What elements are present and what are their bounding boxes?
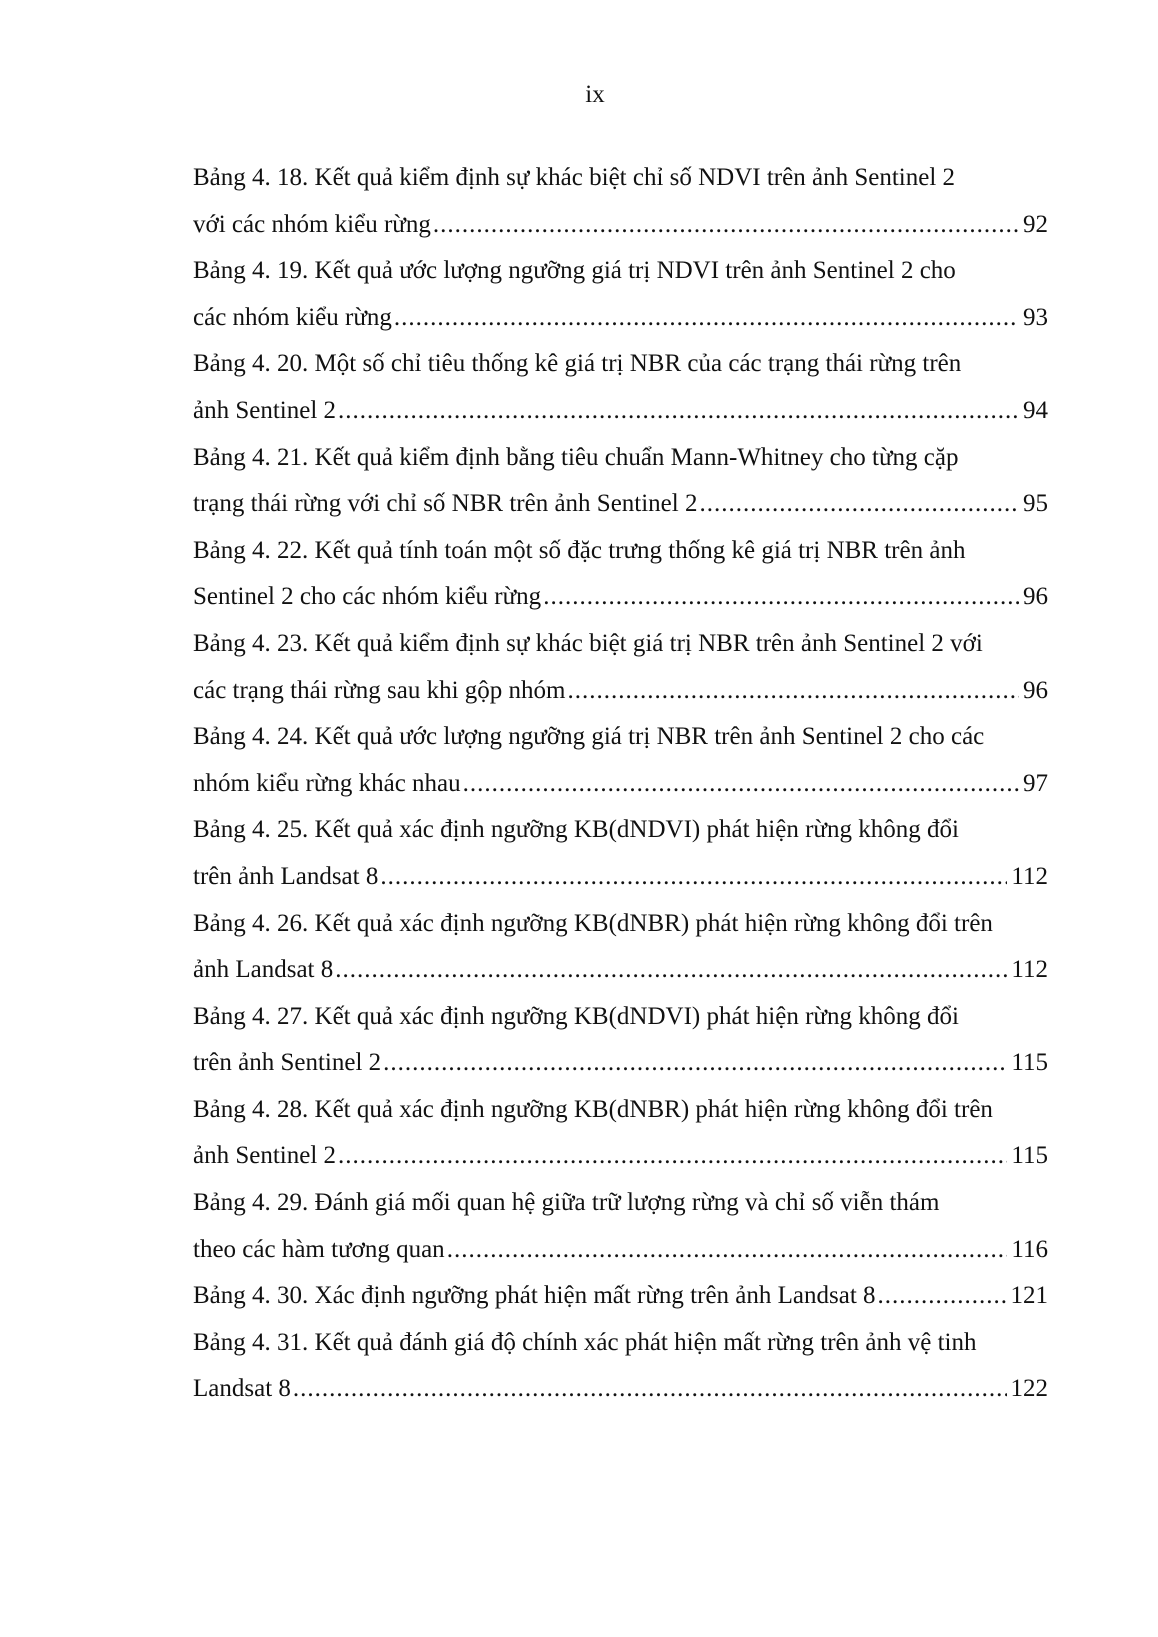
- toc-entry-continuation: các trạng thái rừng sau khi gộp nhóm: [193, 676, 566, 704]
- toc-entry-continuation: Landsat 8: [193, 1375, 291, 1403]
- toc-page-number: 96: [1023, 583, 1048, 611]
- toc-entry-continuation: ảnh Landsat 8: [193, 956, 334, 984]
- toc-page-number: 97: [1023, 769, 1048, 797]
- toc-entry[interactable]: [193, 1087, 1048, 1180]
- toc-entry[interactable]: [193, 1273, 1048, 1320]
- toc-page-number: 94: [1023, 396, 1048, 424]
- toc-entry-continuation: Bảng 4. 30. Xác định ngưỡng phát hiện mất rừng trên ảnh Landsat 8: [193, 1282, 876, 1310]
- toc-entry-title: Bảng 4. 27. Kết quả xác định ngưỡng KB(dNDVI) phát hiện rừng không đổi: [193, 1002, 959, 1030]
- toc-entry[interactable]: [193, 435, 1048, 528]
- dot-leader: [699, 481, 1019, 528]
- toc-page-number: 121: [1010, 1282, 1048, 1310]
- dot-leader: [335, 947, 1007, 994]
- toc-entry-continuation: với các nhóm kiểu rừng: [193, 210, 431, 238]
- dot-leader: [394, 295, 1019, 342]
- toc-entry-continuation: ảnh Sentinel 2: [193, 396, 337, 424]
- toc-entry-continuation: theo các hàm tương quan: [193, 1235, 445, 1263]
- toc-page-number: 112: [1011, 956, 1048, 984]
- dot-leader: [447, 1227, 1008, 1274]
- toc-entry-title: Bảng 4. 31. Kết quả đánh giá độ chính xác phát hiện mất rừng trên ảnh vệ tinh: [193, 1328, 977, 1356]
- toc-page-number: 115: [1011, 1142, 1048, 1170]
- toc-entry-continuation: Sentinel 2 cho các nhóm kiểu rừng: [193, 583, 542, 611]
- page-number: ix: [585, 81, 605, 108]
- dot-leader: [380, 854, 1007, 901]
- toc-page-number: 112: [1011, 862, 1048, 890]
- toc-entry-title: Bảng 4. 19. Kết quả ước lượng ngưỡng giá trị NDVI trên ảnh Sentinel 2 cho: [193, 257, 956, 285]
- toc-entry-title: Bảng 4. 22. Kết quả tính toán một số đặc trưng thống kê giá trị NBR trên ảnh: [193, 536, 966, 564]
- toc-entry[interactable]: [193, 901, 1048, 994]
- toc-entry-title: Bảng 4. 29. Đánh giá mối quan hệ giữa trữ lượng rừng và chỉ số viễn thám: [193, 1189, 940, 1217]
- toc-entry[interactable]: [193, 341, 1048, 434]
- toc-entry[interactable]: [193, 1320, 1048, 1413]
- dot-leader: [383, 1040, 1007, 1087]
- toc-page-number: 93: [1023, 303, 1048, 331]
- toc-page-number: 116: [1011, 1235, 1048, 1263]
- toc-page-number: 115: [1011, 1049, 1048, 1077]
- toc-entry[interactable]: [193, 248, 1048, 341]
- toc-entry-continuation: ảnh Sentinel 2: [193, 1142, 337, 1170]
- toc-page-number: 122: [1010, 1375, 1048, 1403]
- toc-entry-title: Bảng 4. 24. Kết quả ước lượng ngưỡng giá trị NBR trên ảnh Sentinel 2 cho các: [193, 723, 985, 751]
- dot-leader: [338, 1133, 1007, 1180]
- toc-entry[interactable]: [193, 714, 1048, 807]
- toc-entry[interactable]: [193, 994, 1048, 1087]
- toc-entry-title: Bảng 4. 28. Kết quả xác định ngưỡng KB(dNBR) phát hiện rừng không đổi trên: [193, 1095, 993, 1123]
- toc-entry-continuation: trên ảnh Sentinel 2: [193, 1049, 382, 1077]
- table-of-contents: [193, 155, 1048, 1413]
- dot-leader: [463, 761, 1019, 808]
- toc-page-number: 92: [1023, 210, 1048, 238]
- dot-leader: [543, 574, 1019, 621]
- dot-leader: [568, 668, 1020, 715]
- dot-leader: [433, 202, 1019, 249]
- dot-leader: [878, 1273, 1007, 1320]
- toc-entry[interactable]: [193, 528, 1048, 621]
- toc-entry-continuation: các nhóm kiểu rừng: [193, 303, 392, 331]
- dot-leader: [293, 1366, 1007, 1413]
- toc-page-number: 95: [1023, 490, 1048, 518]
- toc-entry-title: Bảng 4. 18. Kết quả kiểm định sự khác biệt chỉ số NDVI trên ảnh Sentinel 2: [193, 164, 956, 191]
- toc-entry[interactable]: [193, 807, 1048, 900]
- toc-entry-title: Bảng 4. 25. Kết quả xác định ngưỡng KB(dNDVI) phát hiện rừng không đổi: [193, 816, 959, 844]
- dot-leader: [338, 388, 1019, 435]
- toc-entry-title: Bảng 4. 23. Kết quả kiểm định sự khác biệt giá trị NBR trên ảnh Sentinel 2 với: [193, 629, 983, 657]
- toc-entry[interactable]: [193, 155, 1048, 248]
- toc-entry-title: Bảng 4. 20. Một số chỉ tiêu thống kê giá trị NBR của các trạng thái rừng trên: [193, 350, 962, 378]
- toc-entry-continuation: trạng thái rừng với chỉ số NBR trên ảnh Sentinel 2: [193, 490, 698, 518]
- toc-entry-continuation: trên ảnh Landsat 8: [193, 862, 379, 890]
- toc-entry[interactable]: [193, 621, 1048, 714]
- toc-entry-title: Bảng 4. 21. Kết quả kiểm định bằng tiêu chuẩn Mann-Whitney cho từng cặp: [193, 443, 959, 471]
- toc-entry-continuation: nhóm kiểu rừng khác nhau: [193, 769, 461, 797]
- toc-entry-title: Bảng 4. 26. Kết quả xác định ngưỡng KB(dNBR) phát hiện rừng không đổi trên: [193, 909, 993, 937]
- toc-page-number: 96: [1023, 676, 1048, 704]
- toc-entry[interactable]: [193, 1180, 1048, 1273]
